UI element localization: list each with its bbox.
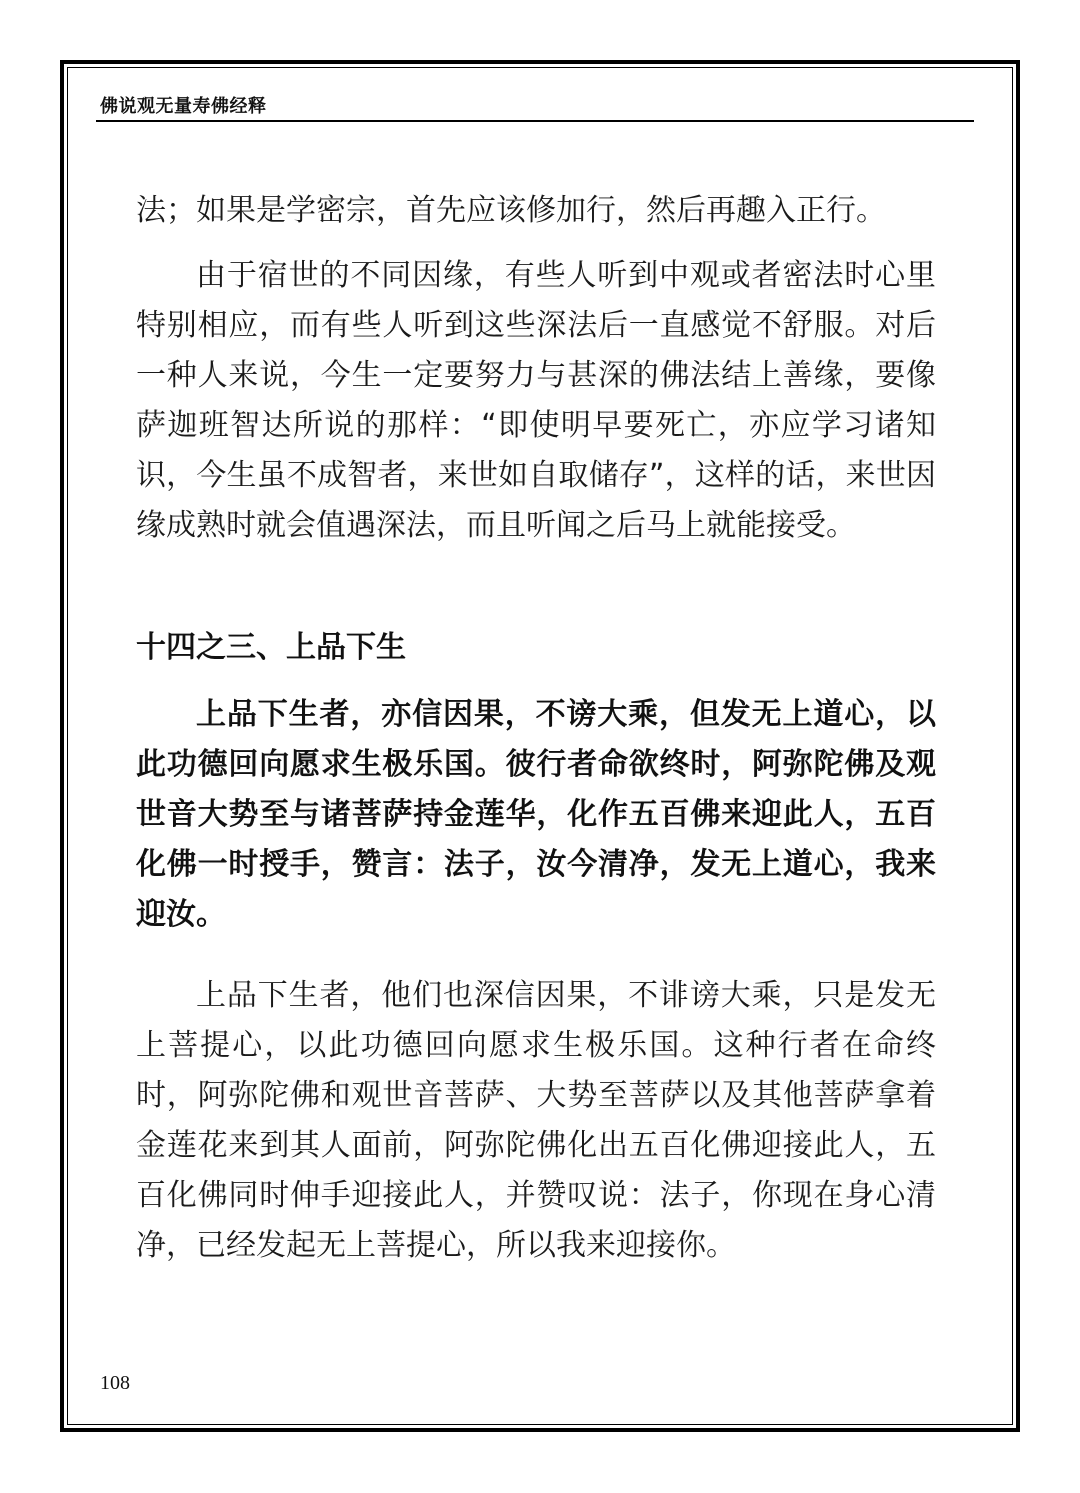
commentary-paragraph: 上品下生者，他们也深信因果，不诽谤大乘，只是发无上菩提心，以此功德回向愿求生极乐国。这种行者在命终时，阿弥陀佛和观世音菩萨、大势至菩萨以及其他菩萨拿着金莲花来到其人面前，阿弥陀佛化出五百化佛迎接此人，五百化佛同时伸手迎接此人，并赞叹说：法子，你现在身心清净，已经发起无上菩提心，所以我来迎接你。 (136, 978, 936, 1263)
running-header: 佛说观无量寿佛经释 (100, 96, 267, 117)
paragraph-continuation: 法；如果是学密宗，首先应该修加行，然后再趣入正行。 (136, 193, 886, 228)
section-heading: 十四之三、上品下生 (136, 630, 406, 665)
sutra-quote: 上品下生者，亦信因果，不谤大乘，但发无上道心，以此功德回向愿求生极乐国。彼行者命欲终时，阿弥陀佛及观世音大势至与诸菩萨持金莲华，化作五百佛来迎此人，五百化佛一时授手，赞言：法子，汝今清净，发无上道心，我来迎汝。 (136, 697, 936, 932)
header-rule (96, 120, 974, 122)
page-number: 108 (100, 1372, 130, 1394)
paragraph-karma-connection: 由于宿世的不同因缘，有些人听到中观或者密法时心里特别相应，而有些人听到这些深法后一直感觉不舒服。对后一种人来说，今生一定要努力与甚深的佛法结上善缘，要像萨迦班智达所说的那样：“即使明早要死亡，亦应学习诸知识，今生虽不成智者，来世如自取储存”，这样的话，来世因缘成熟时就会值遇深法，而且听闻之后马上就能接受。 (136, 258, 936, 543)
